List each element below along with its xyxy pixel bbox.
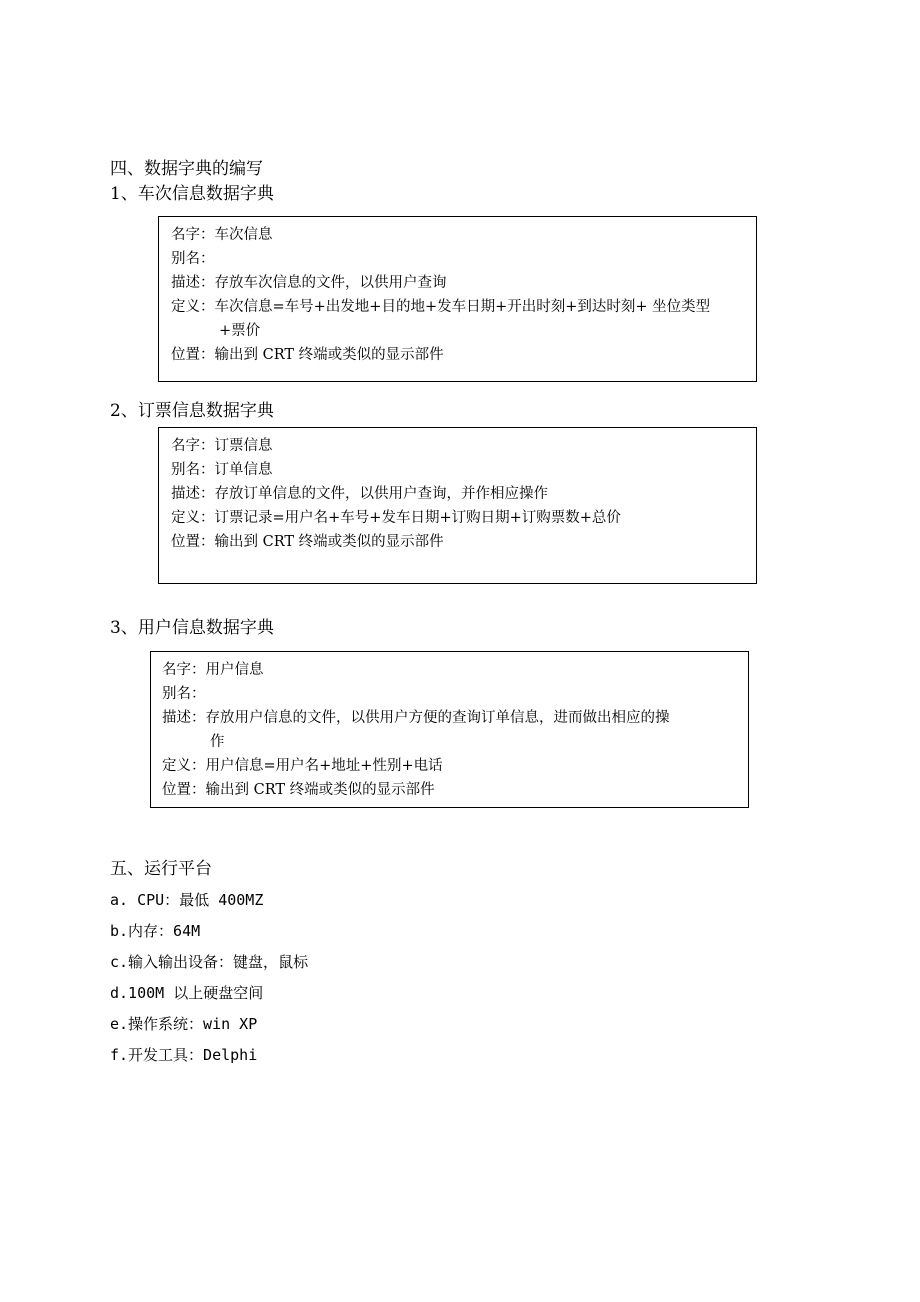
- dict3-def-row: [162, 756, 443, 776]
- dict3-pos-value: 输出到 CRT 终端或类似的显示部件: [205, 782, 435, 798]
- dict3-name-value: 用户信息: [205, 662, 264, 678]
- dict1-pos-value: 输出到 CRT 终端或类似的显示部件: [214, 347, 444, 363]
- dict1-def-value-line2: +票价: [219, 323, 261, 339]
- dict3-def-value: 用户信息=用户名+地址+性别+电话: [205, 758, 443, 774]
- dict2-def-row: [171, 508, 621, 528]
- dict2-pos-value: 输出到 CRT 终端或类似的显示部件: [214, 534, 444, 550]
- dict3-desc-value-line2: 作: [210, 734, 225, 750]
- dict1-heading: 1、车次信息数据字典: [110, 184, 274, 204]
- dict1-desc-label: 描述：: [171, 275, 215, 291]
- platform-item-dev-tool: f.开发工具：Delphi: [110, 1046, 258, 1064]
- dict2-alias-row: [171, 460, 273, 480]
- dict3-name-row: [162, 660, 264, 680]
- dict2-alias-label: 别名：: [171, 462, 215, 478]
- dict1-pos-row: [171, 345, 444, 365]
- dict2-pos-label: 位置：: [171, 534, 215, 550]
- dict2-desc-row: [171, 484, 548, 504]
- dict2-desc-value: 存放订单信息的文件，以供用户查询，并作相应操作: [214, 486, 548, 502]
- dict2-heading: 2、订票信息数据字典: [110, 401, 274, 421]
- dict1-pos-label: 位置：: [171, 347, 215, 363]
- dict3-alias-label: 别名：: [162, 686, 206, 702]
- dict3-desc-row: [162, 708, 670, 728]
- section-5-title: 五、运行平台: [110, 859, 212, 879]
- platform-item-io-devices: c.输入输出设备：键盘，鼠标: [110, 953, 309, 971]
- dict2-def-value: 订票记录=用户名+车号+发车日期+订购日期+订购票数+总价: [214, 510, 621, 526]
- dict1-name-row: [171, 225, 273, 245]
- dict3-heading: 3、用户信息数据字典: [110, 618, 274, 638]
- dict1-desc-row: [171, 273, 447, 293]
- dict2-name-label: 名字：: [171, 438, 215, 454]
- dict2-def-label: 定义：: [171, 510, 215, 526]
- dict3-def-label: 定义：: [162, 758, 206, 774]
- dict2-box: [158, 427, 757, 584]
- dict1-alias-label: 别名：: [171, 251, 215, 267]
- dict2-name-value: 订票信息: [214, 438, 273, 454]
- dict3-alias-row: [162, 684, 206, 704]
- platform-item-memory: b.内存：64M: [110, 922, 201, 940]
- dict3-box: [150, 651, 749, 808]
- section-4-title: 四、数据字典的编写: [110, 159, 263, 179]
- dict3-name-label: 名字：: [162, 662, 206, 678]
- platform-item-cpu: a. CPU：最低 400MZ: [110, 891, 264, 909]
- dict3-pos-label: 位置：: [162, 782, 206, 798]
- dict3-desc-value-line1: 存放用户信息的文件，以供用户方便的查询订单信息，进而做出相应的操: [205, 710, 670, 726]
- dict1-name-label: 名字：: [171, 227, 215, 243]
- dict2-desc-label: 描述：: [171, 486, 215, 502]
- dict1-box: [158, 216, 757, 382]
- dict1-name-value: 车次信息: [214, 227, 273, 243]
- dict2-name-row: [171, 436, 273, 456]
- dict2-pos-row: [171, 532, 444, 552]
- dict1-def-row: [171, 297, 710, 317]
- dict2-alias-value: 订单信息: [214, 462, 273, 478]
- platform-item-os: e.操作系统：win XP: [110, 1015, 258, 1033]
- dict3-pos-row: [162, 780, 435, 800]
- platform-item-disk: d.100M 以上硬盘空间: [110, 984, 264, 1002]
- dict1-def-label: 定义：: [171, 299, 215, 315]
- dict1-alias-row: [171, 249, 215, 269]
- dict1-def-value-line1: 车次信息=车号+出发地+目的地+发车日期+开出时刻+到达时刻+ 坐位类型: [214, 299, 711, 315]
- dict3-desc-label: 描述：: [162, 710, 206, 726]
- dict1-desc-value: 存放车次信息的文件，以供用户查询: [214, 275, 447, 291]
